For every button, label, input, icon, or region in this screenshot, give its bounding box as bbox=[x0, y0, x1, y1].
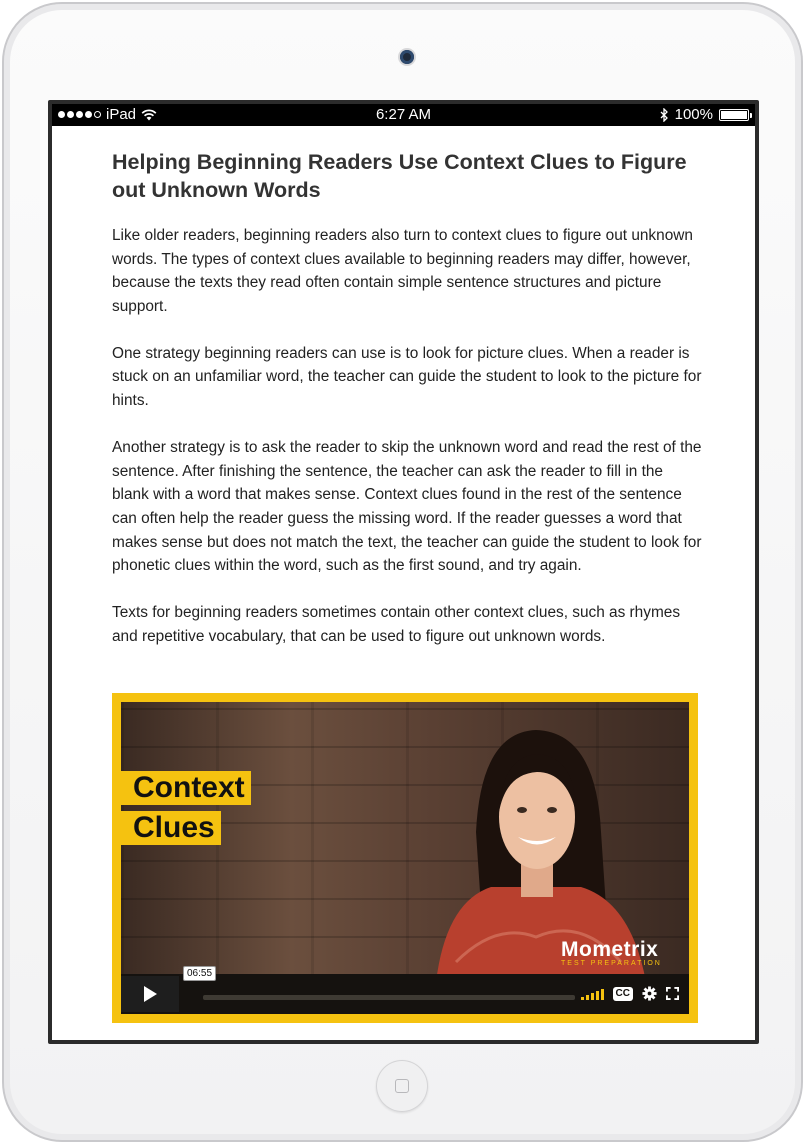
video-duration: 06:55 bbox=[183, 966, 216, 981]
captions-button[interactable]: CC bbox=[613, 987, 633, 1001]
front-camera bbox=[400, 50, 414, 64]
control-icons bbox=[581, 986, 679, 1001]
progress-bar[interactable] bbox=[203, 995, 575, 1000]
brand-subtitle: TEST PREPARATION bbox=[561, 960, 662, 967]
article-title: Helping Beginning Readers Use Context Clues to Figure out Unknown Words bbox=[112, 150, 687, 202]
screen bbox=[52, 104, 755, 1040]
mometrix-logo bbox=[561, 938, 662, 967]
carrier-label: iPad bbox=[106, 106, 137, 123]
home-square-icon bbox=[395, 1079, 409, 1093]
status-right bbox=[660, 106, 749, 123]
volume-icon[interactable] bbox=[581, 988, 604, 1000]
video-controls bbox=[121, 968, 689, 1014]
video-title-line1: Context bbox=[121, 771, 251, 805]
fullscreen-icon[interactable] bbox=[666, 987, 679, 1000]
brand-name: Mometrix bbox=[561, 938, 659, 961]
bluetooth-icon bbox=[660, 108, 669, 122]
status-time: 6:27 AM bbox=[375, 106, 432, 123]
battery-percent: 100% bbox=[674, 106, 713, 123]
status-bar bbox=[52, 104, 755, 126]
battery-icon bbox=[719, 109, 749, 121]
video-title-line2: Clues bbox=[121, 811, 221, 845]
article-paragraph: Another strategy is to ask the reader to skip the unknown word and read the rest of the sentence. After finishing the sentence, the teacher can ask the reader to fill in the blank with a word that makes sense. Context clues found in the rest of the sentence can often help the reader guess the missing word. If the reader guesses a word that makes sense but does not match the text, the teacher can guide the student to look for phonetic clues within the word, such as the first sound, and try again. bbox=[112, 439, 702, 575]
article-paragraph: One strategy beginning readers can use is to look for picture clues. When a reader is stuck on an unfamiliar word, the teacher can guide the student to look to the picture for hints. bbox=[112, 344, 702, 410]
play-button[interactable] bbox=[121, 976, 179, 1012]
article-paragraph: Like older readers, beginning readers also turn to context clues to figure out unknown words. The types of context clues available to beginning readers may differ, however, because the texts they read often contain simple sentence structures and picture support. bbox=[112, 227, 693, 315]
home-button[interactable] bbox=[376, 1060, 428, 1112]
settings-gear-icon[interactable] bbox=[642, 986, 657, 1001]
video-player[interactable] bbox=[112, 693, 698, 1023]
play-icon bbox=[141, 985, 159, 1003]
article-paragraph: Texts for beginning readers sometimes contain other context clues, such as rhymes and repetitive vocabulary, that can be used to figure out unknown words. bbox=[112, 604, 681, 645]
article bbox=[112, 148, 702, 672]
video-thumbnail[interactable] bbox=[121, 702, 689, 1014]
